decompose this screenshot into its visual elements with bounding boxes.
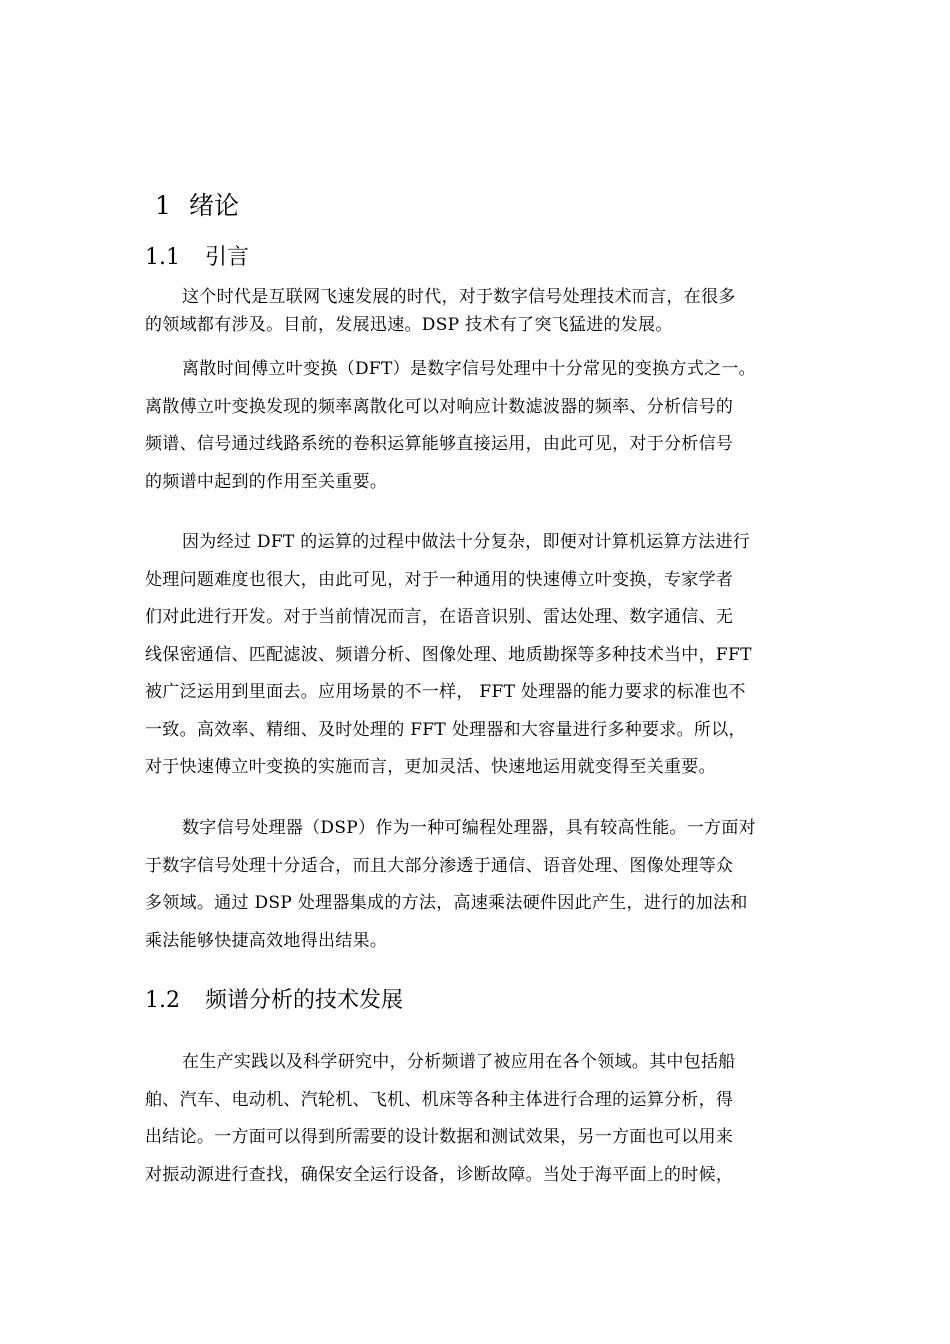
paragraph-line: 处理问题难度也很大，由此可见，对于一种通用的快速傅立叶变换，专家学者 (145, 569, 734, 590)
paragraph-line: 乘法能够快捷高效地得出结果。 (145, 930, 388, 951)
paragraph (145, 1044, 813, 1194)
section-heading (145, 984, 403, 1018)
paragraph-line: 被广泛运用到里面去。应用场景的不一样， FFT 处理器的能力要求的标准也不 (145, 682, 746, 702)
paragraph (145, 524, 813, 787)
paragraph (145, 810, 813, 960)
paragraph-line: 数字信号处理器（DSP）作为一种可编程处理器，具有较高性能。一方面对 (182, 818, 756, 838)
section-heading (145, 241, 249, 275)
section-title: 频谱分析的技术发展 (205, 988, 404, 1013)
chapter-number: 1 (155, 191, 171, 220)
paragraph-line: 的领域都有涉及。目前，发展迅速。DSP 技术有了突飞猛进的发展。 (145, 315, 673, 335)
paragraph (145, 283, 813, 339)
paragraph-line: 对振动源进行查找，确保安全运行设备，诊断故障。当处于海平面上的时候， (145, 1164, 734, 1185)
paragraph-line: 频谱、信号通过线路系统的卷积运算能够直接运用，由此可见，对于分析信号 (145, 434, 734, 454)
paragraph-line: 的频谱中起到的作用至关重要。 (145, 471, 388, 492)
paragraph-line: 一致。高效率、精细、及时处理的 FFT 处理器和大容量进行多种要求。所以， (145, 719, 746, 740)
paragraph (145, 351, 813, 501)
paragraph-line: 离散时间傅立叶变换（DFT）是数字信号处理中十分常见的变换方式之一。 (182, 359, 756, 379)
section-number: 1.2 (145, 988, 180, 1013)
paragraph-line: 多领域。通过 DSP 处理器集成的方法，高速乘法硬件因此产生，进行的加法和 (145, 893, 748, 913)
paragraph-line: 在生产实践以及科学研究中，分析频谱了被应用在各个领域。其中包括船 (182, 1052, 736, 1072)
paragraph-line: 因为经过 DFT 的运算的过程中做法十分复杂，即便对计算机运算方法进行 (182, 532, 751, 552)
paragraph-line: 出结论。一方面可以得到所需要的设计数据和测试效果，另一方面也可以用来 (145, 1127, 734, 1147)
chapter-title: 绪论 (189, 191, 240, 220)
paragraph-line: 离散傅立叶变换发现的频率离散化可以对响应计数滤波器的频率、分析信号的 (145, 396, 734, 417)
paragraph-line: 线保密通信、匹配滤波、频谱分析、图像处理、地质勘探等多种技术当中，FFT (145, 644, 752, 665)
paragraph-line: 们对此进行开发。对于当前情况而言，在语音识别、雷达处理、数字通信、无 (145, 607, 734, 627)
paragraph-line: 于数字信号处理十分适合，而且大部分渗透于通信、语音处理、图像处理等众 (145, 855, 734, 876)
chapter-heading (155, 188, 239, 224)
section-number: 1.1 (145, 245, 180, 270)
paragraph-line: 舶、汽车、电动机、汽轮机、飞机、机床等各种主体进行合理的运算分析，得 (145, 1089, 734, 1110)
paragraph-line: 这个时代是互联网飞速发展的时代，对于数字信号处理技术而言，在很多 (182, 287, 736, 307)
section-title: 引言 (205, 245, 250, 270)
paragraph-line: 对于快速傅立叶变换的实施而言，更加灵活、快速地运用就变得至关重要。 (145, 757, 716, 777)
